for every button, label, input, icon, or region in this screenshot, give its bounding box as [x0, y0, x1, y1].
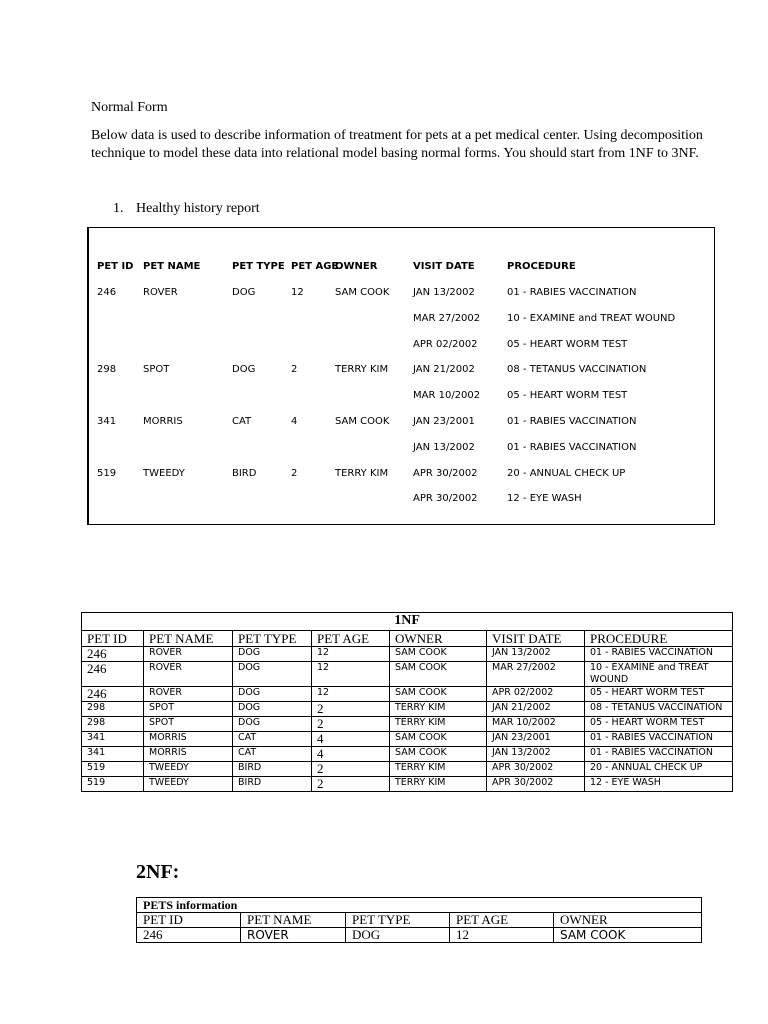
table-cell: 01 - RABIES VACCINATION	[585, 732, 733, 747]
history-cell: 298	[97, 364, 117, 376]
nf1-header-cell: PET AGE	[312, 631, 390, 647]
history-header-cell: PROCEDURE	[507, 261, 576, 272]
nf1-header-row	[82, 631, 733, 647]
table-cell: ROVER	[144, 662, 233, 687]
table-cell: 341	[82, 732, 144, 747]
history-cell: APR 30/2002	[413, 467, 478, 479]
table-cell: 519	[82, 777, 144, 792]
table-cell: 246	[82, 647, 144, 662]
pets-header-cell: PET ID	[137, 913, 241, 928]
table-cell: 246	[82, 662, 144, 687]
table-cell: 05 - HEART WORM TEST	[585, 687, 733, 702]
history-cell: MAR 27/2002	[413, 312, 481, 324]
table-cell: 12	[312, 647, 390, 662]
history-cell: MAR 10/2002	[413, 390, 481, 402]
pets-header-cell: OWNER	[554, 913, 702, 928]
table-cell: BIRD	[233, 777, 312, 792]
table-row	[137, 928, 702, 943]
pets-header-row	[137, 913, 702, 928]
history-header-cell: PET NAME	[143, 261, 201, 272]
pets-information-table	[136, 897, 702, 943]
table-cell: SAM COOK	[390, 647, 487, 662]
pets-table-caption: PETS information	[137, 898, 702, 913]
table-cell: 12	[312, 662, 390, 687]
table-cell: 2	[312, 702, 390, 717]
table-cell: MAR 27/2002	[487, 662, 585, 687]
table-cell: 246	[137, 928, 241, 943]
table-row	[82, 702, 733, 717]
nf2-heading: 2NF:	[136, 861, 180, 883]
table-row	[82, 717, 733, 732]
table-cell: SAM COOK	[554, 928, 702, 943]
table-cell: TERRY KIM	[390, 762, 487, 777]
history-cell: JAN 13/2002	[413, 287, 475, 298]
history-cell: 20 - ANNUAL CHECK UP	[507, 467, 626, 479]
table-cell: ROVER	[144, 647, 233, 662]
nf1-header-cell: PET NAME	[144, 631, 233, 647]
list-item-number: 1.	[113, 201, 124, 216]
history-cell: 05 - HEART WORM TEST	[507, 338, 628, 350]
history-cell: DOG	[232, 287, 256, 298]
history-cell: SAM COOK	[335, 416, 390, 427]
history-cell: TERRY KIM	[335, 467, 389, 479]
table-cell: SAM COOK	[390, 747, 487, 762]
history-cell: 2	[291, 467, 298, 479]
table-cell: CAT	[233, 732, 312, 747]
table-cell: DOG	[233, 702, 312, 717]
history-cell: DOG	[232, 364, 256, 376]
history-cell: JAN 13/2002	[413, 441, 475, 453]
history-header-cell: OWNER	[335, 261, 378, 272]
nf1-header-cell: OWNER	[390, 631, 487, 647]
table-cell: MAR 10/2002	[487, 717, 585, 732]
history-cell: 05 - HEART WORM TEST	[507, 390, 628, 402]
history-cell: ROVER	[143, 287, 178, 298]
table-row	[82, 777, 733, 792]
table-cell: 2	[312, 777, 390, 792]
history-cell: 4	[291, 416, 298, 427]
table-cell: 05 - HEART WORM TEST	[585, 717, 733, 732]
table-cell: TWEEDY	[144, 762, 233, 777]
table-cell: JAN 21/2002	[487, 702, 585, 717]
table-cell: APR 02/2002	[487, 687, 585, 702]
history-cell: TWEEDY	[143, 467, 185, 479]
pets-header-cell: PET NAME	[241, 913, 346, 928]
table-cell: JAN 23/2001	[487, 732, 585, 747]
history-cell: APR 02/2002	[413, 338, 478, 350]
history-cell: CAT	[232, 416, 252, 427]
table-row	[82, 762, 733, 777]
table-cell: 20 - ANNUAL CHECK UP	[585, 762, 733, 777]
nf1-header-cell: PET ID	[82, 631, 144, 647]
table-cell: ROVER	[241, 928, 346, 943]
history-header-cell: PET ID	[97, 261, 134, 272]
table-cell: 12	[450, 928, 554, 943]
table-cell: 01 - RABIES VACCINATION	[585, 647, 733, 662]
nf1-header-cell: PET TYPE	[233, 631, 312, 647]
table-cell: DOG	[346, 928, 450, 943]
table-row	[82, 647, 733, 662]
table-cell: TERRY KIM	[390, 702, 487, 717]
table-cell: 08 - TETANUS VACCINATION	[585, 702, 733, 717]
table-cell: APR 30/2002	[487, 777, 585, 792]
history-header-cell: PET AGE	[291, 261, 339, 272]
table-row	[82, 747, 733, 762]
history-cell: 01 - RABIES VACCINATION	[507, 416, 637, 427]
history-cell: 10 - EXAMINE and TREAT WOUND	[507, 312, 676, 324]
table-cell: ROVER	[144, 687, 233, 702]
history-cell: 519	[97, 467, 117, 479]
table-cell: 298	[82, 717, 144, 732]
history-cell: 2	[291, 364, 298, 376]
history-cell: APR 30/2002	[413, 493, 478, 505]
nf1-header-cell: VISIT DATE	[487, 631, 585, 647]
table-cell: APR 30/2002	[487, 762, 585, 777]
table-cell: JAN 13/2002	[487, 747, 585, 762]
history-cell: 01 - RABIES VACCINATION	[507, 287, 637, 298]
table-cell: 01 - RABIES VACCINATION	[585, 747, 733, 762]
history-cell: MORRIS	[143, 416, 183, 427]
history-header-cell: PET TYPE	[232, 261, 285, 272]
history-cell: 12 - EYE WASH	[507, 493, 582, 505]
nf1-table	[81, 612, 733, 792]
table-cell: 4	[312, 747, 390, 762]
table-cell: SAM COOK	[390, 662, 487, 687]
table-cell: TERRY KIM	[390, 777, 487, 792]
table-cell: MORRIS	[144, 732, 233, 747]
table-cell: TWEEDY	[144, 777, 233, 792]
table-cell: MORRIS	[144, 747, 233, 762]
history-cell: TERRY KIM	[335, 364, 389, 376]
table-cell: 12	[312, 687, 390, 702]
table-cell: TERRY KIM	[390, 717, 487, 732]
table-cell: 4	[312, 732, 390, 747]
history-cell: JAN 23/2001	[413, 416, 475, 427]
table-cell: SAM COOK	[390, 732, 487, 747]
table-cell: SAM COOK	[390, 687, 487, 702]
history-cell: 246	[97, 287, 117, 298]
pets-header-cell: PET TYPE	[346, 913, 450, 928]
document-title: Normal Form	[91, 100, 168, 115]
table-cell: 10 - EXAMINE and TREAT WOUND	[585, 662, 733, 687]
table-cell: 298	[82, 702, 144, 717]
table-cell: SPOT	[144, 717, 233, 732]
pets-header-cell: PET AGE	[450, 913, 554, 928]
nf1-caption: 1NF	[82, 613, 733, 631]
intro-paragraph: Below data is used to describe information of treatment for pets at a pet medical center. Using decomposition technique to model these data into relational model basing normal forms. You should start from 1NF to 3NF.	[91, 128, 703, 161]
history-cell: BIRD	[232, 467, 257, 479]
history-cell: 01 - RABIES VACCINATION	[507, 441, 637, 453]
table-cell: SPOT	[144, 702, 233, 717]
table-cell: DOG	[233, 647, 312, 662]
list-item-label: Healthy history report	[136, 201, 260, 216]
table-cell: CAT	[233, 747, 312, 762]
history-cell: 08 - TETANUS VACCINATION	[507, 364, 647, 376]
table-cell: 341	[82, 747, 144, 762]
table-cell: 2	[312, 762, 390, 777]
table-cell: 519	[82, 762, 144, 777]
history-cell: JAN 21/2002	[413, 364, 475, 376]
history-cell: 341	[97, 416, 117, 427]
table-cell: BIRD	[233, 762, 312, 777]
table-cell: JAN 13/2002	[487, 647, 585, 662]
history-cell: SAM COOK	[335, 287, 390, 298]
table-cell: 246	[82, 687, 144, 702]
history-cell: 12	[291, 287, 304, 298]
table-row	[82, 687, 733, 702]
table-cell: 2	[312, 717, 390, 732]
history-cell: SPOT	[143, 364, 170, 376]
table-cell: DOG	[233, 717, 312, 732]
nf1-header-cell: PROCEDURE	[585, 631, 733, 647]
history-header-cell: VISIT DATE	[413, 261, 475, 272]
healthy-history-report	[87, 227, 715, 525]
table-row	[82, 662, 733, 687]
table-cell: DOG	[233, 687, 312, 702]
table-cell: 12 - EYE WASH	[585, 777, 733, 792]
table-cell: DOG	[233, 662, 312, 687]
table-row	[82, 732, 733, 747]
